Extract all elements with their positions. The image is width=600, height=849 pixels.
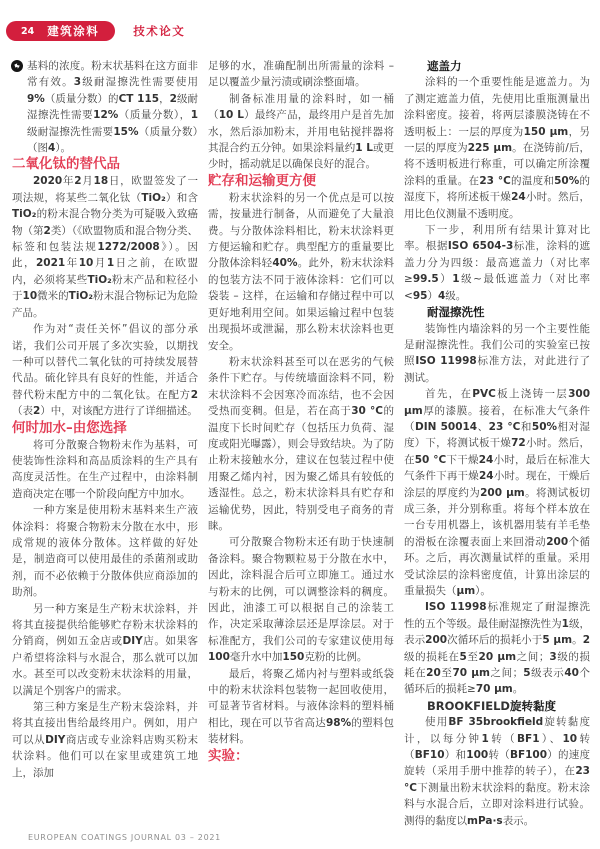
subsection-heading: 耐湿擦洗性 [427, 305, 485, 320]
paragraph: 下一步，利用所有结果计算对比率。根据ISO 6504-3标准，涂料的遮盖力分为四级：最高遮盖力（对比率≥99.5）1级~最低遮盖力（对比率<95）4级。 [404, 224, 591, 302]
subsection-heading: BROOKFIELD旋转黏度 [427, 698, 556, 713]
paragraph: 作为对“责任关怀”倡议的部分承诺，我们公司开展了多次实验，以期找一种可以替代二氧化钛的可持续发展替代品。硫化锌具有良好的性能，并适合替代粉末配方中的二氧化钛。在配方2（表2）中，对该配方进行了详细描述。 [12, 323, 198, 418]
paragraph: 装饰性内墙涂料的另一个主要性能是耐湿擦洗性。我们公司的实验室已按照ISO 11998标准方法，对此进行了测试。 [404, 322, 590, 384]
paragraph: 第三种方案是生产粉末袋涂料，并将其直接出售给最终用户。例如，用户可以从DIY商店或专业涂料店购买粉末状涂料。他们可以在家里或建筑工地上，添加 [12, 701, 199, 779]
paragraph: 首先，在PVC板上浇铸一层300 μm厚的漆膜。接着，在标准大气条件（DIN 50014、23 °C和50%相对湿度）下，将测试板干燥72小时。然后，在50 °C下干燥24小时，最后在标准大气条件下再干燥24小时。现在，干燥后涂层的厚度约为200 μm。将测试板切成三条，并分别称重。将每个样本放在一台专用机器上，该机器用装有羊毛垫的滑板在涂覆表面上来回滑动200个循环。之后，再次测量试样的重量。采用受试涂层的涂料密度值，计算出涂层的重量损失（μm）。 [404, 388, 591, 597]
article-type-label: 技术论文 [133, 24, 186, 38]
section-heading: 二氧化钛的替代品 [12, 156, 120, 173]
article-body [12, 58, 590, 829]
paragraph: 最后，将聚乙烯内衬与塑料或纸袋中的粉末状涂料包装物一起回收使用，可显著节省材料。与液体涂料的塑料桶相比，现在可以节省高达98%的塑料包装材料。 [208, 667, 395, 746]
section-heading: 贮存和运输更方便 [208, 172, 316, 189]
page-header [6, 21, 185, 41]
paragraph: 将可分散聚合物粉末作为基料，可使装饰性涂料和高品质涂料的生产具有高度灵活性。在生产过程中，由涂料制造商决定在哪一个阶段向配方中加水。 [12, 438, 198, 500]
continued-paragraph: 足够的水，准确配制出所需量的涂料 – 足以覆盖少量污渍或刷涂整面墙。 [208, 60, 394, 89]
continuation-arrow-icon [11, 60, 23, 72]
subsection-heading: 遮盖力 [427, 59, 462, 73]
continued-paragraph: 基料的浓度。粉末状基料在这方面非常有效。3级耐湿擦洗性需要使用9%（质量分数）的CT 115，2级耐湿擦洗性需要12%（质量分数），1级耐湿擦洗性需要15%（质量分数）（图4）。 [12, 58, 198, 156]
journal-footer: EUROPEAN COATINGS JOURNAL 03 – 2021 [28, 833, 221, 842]
paragraph: 使用BF 35brookfield旋转黏度计，以每分钟1转（BF1）、10转（BF10）和100转（BF100）的速度旋转（采用手册中推荐的转子），在23 °C下测量出粉末状涂料的黏度。粉末涂料与水混合后，立即对涂料进行试验。测得的黏度以mPa·s表示。 [404, 716, 591, 827]
paragraph: 粉末状涂料的另一个优点是可以按需，按量进行制备，从而避免了大量浪费。与分散体涂料相比，粉末状涂料更方便运输和贮存。典型配方的重量要比分散体涂料轻40%。此外，粉末状涂料的包装方法不同于液体涂料：它们可以袋装 – 这样，在运输和存储过程中可以更好地利用空间。如果运输过程中包装出现损坏或泄漏，那么粉末状涂料也更安全。 [208, 191, 394, 352]
paragraph: 2020年2月18日，欧盟签发了一项法规，将某些二氧化钛（TiO₂）和含TiO₂的粉末混合物分类为可疑吸入致癌物（第2类）（《欧盟物质和混合物分类、标签和包装法规1272/2008》）。因此，2021年10月1日之前，在欧盟内，必须将某些TiO₂粉末产品和粒径小于10微米的TiO₂粉末混合物标记为危险产品。 [12, 175, 199, 319]
paragraph: 制备标准用量的涂料时，如一桶（10 L）最终产品，最终用户是首先加水，然后添加粉末，并用电钻搅拌器将其混合约五分钟。如果涂料量约1 L或更少时，摇动就足以确保良好的混合。 [208, 92, 395, 171]
section-title: 建筑涂料 [47, 24, 100, 38]
paragraph: 可分散聚合物粉末还有助于快速制备涂料。聚合物颗粒易于分散在水中，因此，涂料混合后可立即施工。通过水与粉末的比例，可以调整涂料的稠度。因此，油漆工可以根据自己的涂装工作，决定采取薄涂层还是厚涂层。对于标准配方，我们公司的专家建议使用每100毫升水中加150克粉的比例。 [208, 536, 394, 664]
column-2 [208, 58, 394, 829]
paragraph: 涂料的一个重要性能是遮盖力。为了测定遮盖力值，先使用比重瓶测量出涂料密度。接着，将两层漆膜浇铸在不透明板上：一层的厚度为150 μm，另一层的厚度为225 μm。在浇铸前/后，将不透明板进行称重，可以确定所涂覆涂料的重量。在23 °C的温度和50%的湿度下，将所述板干燥24小时。然后，用比色仪测量不透明度。 [404, 76, 590, 220]
section-badge [6, 21, 115, 41]
paragraph: ISO 11998标准规定了耐湿擦洗性的五个等级。最佳耐湿擦洗性为1级，表示200次循环后的损耗小于5 μm。2级的损耗在5至20 μm之间；3级的损耗在20至70 μm之间；5级表示40个循环后的损耗≥70 μm。 [404, 601, 591, 696]
section-heading: 何时加水–由您选择 [12, 419, 127, 436]
paragraph: 粉末状涂料甚至可以在恶劣的气候条件下贮存。与传统墙面涂料不同，粉末状涂料不会因寒冷而冻结，也不会因受热而变稠。但是，若在高于30 °C的温度下长时间贮存（包括压力负荷、湿度或阳光曝露），则会导致结块。为了防止粉末接触水分，建议在包装过程中使用聚乙烯内衬，因为聚乙烯具有较低的透湿性。总之，粉末状涂料具有贮存和运输优势，因此，特别受电子商务的青睐。 [208, 355, 395, 532]
section-heading: 实验： [208, 747, 249, 764]
column-3 [404, 58, 590, 829]
paragraph: 另一种方案是生产粉末状涂料，并将其直接提供给能够贮存粉末状涂料的分销商，例如五金店或DIY店。如果客户希望将涂料与水混合，那么就可以加水。甚至可以改变粉末状涂料的用量，以满足个别客户的需求。 [12, 602, 199, 697]
page-number: 24 [21, 25, 35, 37]
column-1 [12, 58, 198, 829]
paragraph: 一种方案是使用粉末基料来生产液体涂料：将聚合物粉末分散在水中，形成常规的液体分散体。这样做的好处是，制造商可以使用最佳的杀菌剂或助剂，而不必依赖于分散体供应商添加的助剂。 [12, 504, 198, 599]
